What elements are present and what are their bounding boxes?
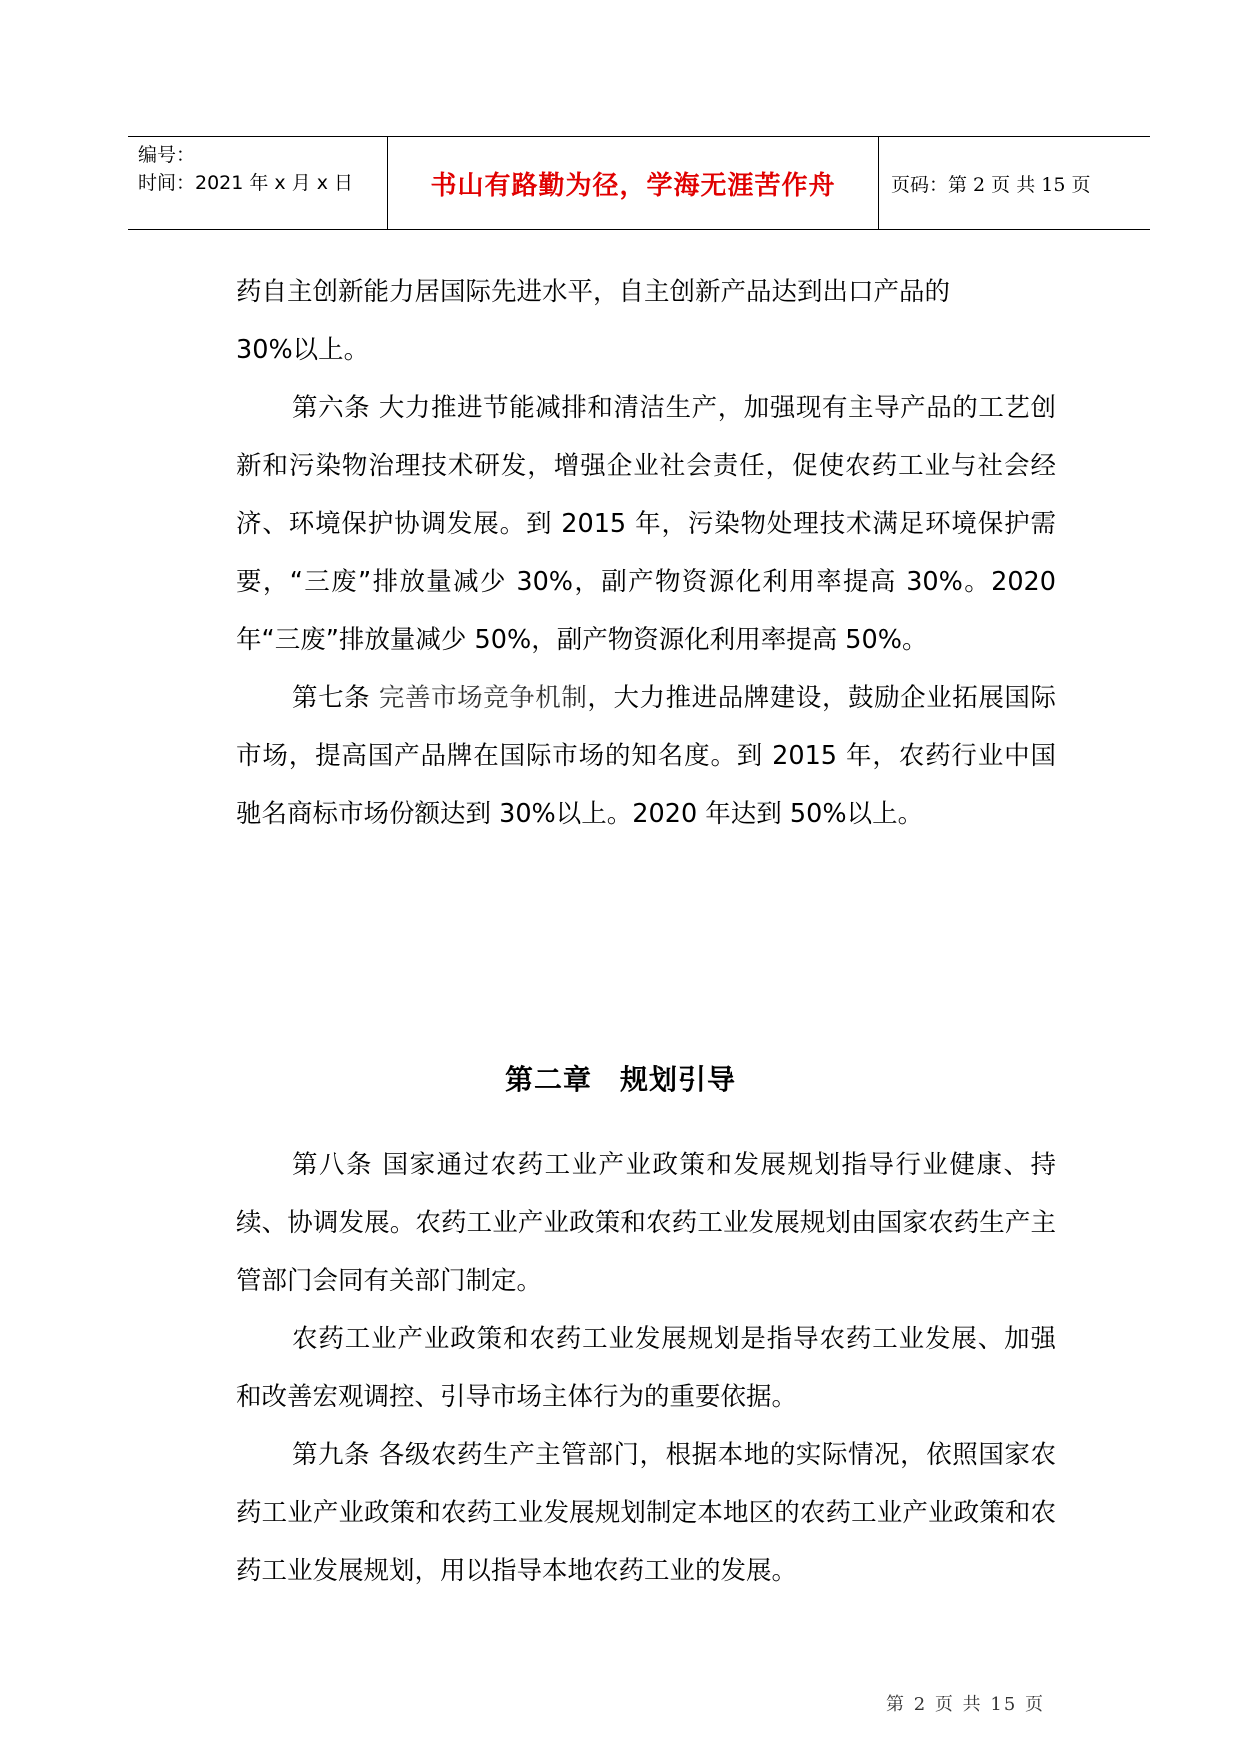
paragraph-continued-line-1: 药自主创新能力居国际先进水平，自主创新产品达到出口产品的 xyxy=(236,277,951,307)
motto: 书山有路勤为径，学海无涯苦作舟 xyxy=(388,137,879,229)
chapter-title: 规划引导 xyxy=(620,1063,737,1096)
article-7-text: ，大力推进品牌建设，鼓励企业拓展国际市场，提高国产品牌在国际市场的知名度。到 2015 年，农药行业中国驰名商标市场份额达到 30%以上。2020 年达到 50%以上。 xyxy=(236,683,1056,829)
article-7 xyxy=(236,669,1056,843)
paragraph-continued-line-2: 30%以上。 xyxy=(236,335,370,365)
article-7-keyword: 完善市场竞争机制 xyxy=(378,683,588,713)
time-label: 时间：2021 年 x 月 x 日 xyxy=(138,172,354,194)
page-code: 页码：第 2 页 共 15 页 xyxy=(891,173,1091,196)
article-8: 第八条 国家通过农药工业产业政策和发展规划指导行业健康、持续、协调发展。农药工业产业政策和农药工业发展规划由国家农药生产主管部门会同有关部门制定。 xyxy=(236,1150,1056,1296)
article-7-mark: 第七条 xyxy=(292,683,371,713)
body-section-2 xyxy=(236,1136,1056,1600)
chapter-number: 第二章 xyxy=(504,1063,592,1096)
header-left-cell xyxy=(128,137,388,229)
chapter-heading xyxy=(0,1058,1241,1098)
page-footer: 第 2 页 共 15 页 xyxy=(886,1694,1045,1715)
body-section-1 xyxy=(236,263,1056,843)
page-header xyxy=(128,136,1150,230)
article-9: 第九条 各级农药生产主管部门，根据本地的实际情况，依照国家农药工业产业政策和农药工业发展规划制定本地区的农药工业产业政策和农药工业发展规划，用以指导本地农药工业的发展。 xyxy=(236,1440,1056,1586)
number-label: 编号： xyxy=(138,144,196,166)
article-6: 第六条 大力推进节能减排和清洁生产，加强现有主导产品的工艺创新和污染物治理技术研发，增强企业社会责任，促使农药工业与社会经济、环境保护协调发展。到 2015 年，污染物处理技术满足环境保护需要，“三废”排放量减少 30%，副产物资源化利用率提高 30%。2020 年“三废”排放量减少 50%，副产物资源化利用率提高 50%。 xyxy=(236,393,1056,655)
article-8-paragraph-2: 农药工业产业政策和农药工业发展规划是指导农药工业发展、加强和改善宏观调控、引导市场主体行为的重要依据。 xyxy=(236,1324,1056,1412)
